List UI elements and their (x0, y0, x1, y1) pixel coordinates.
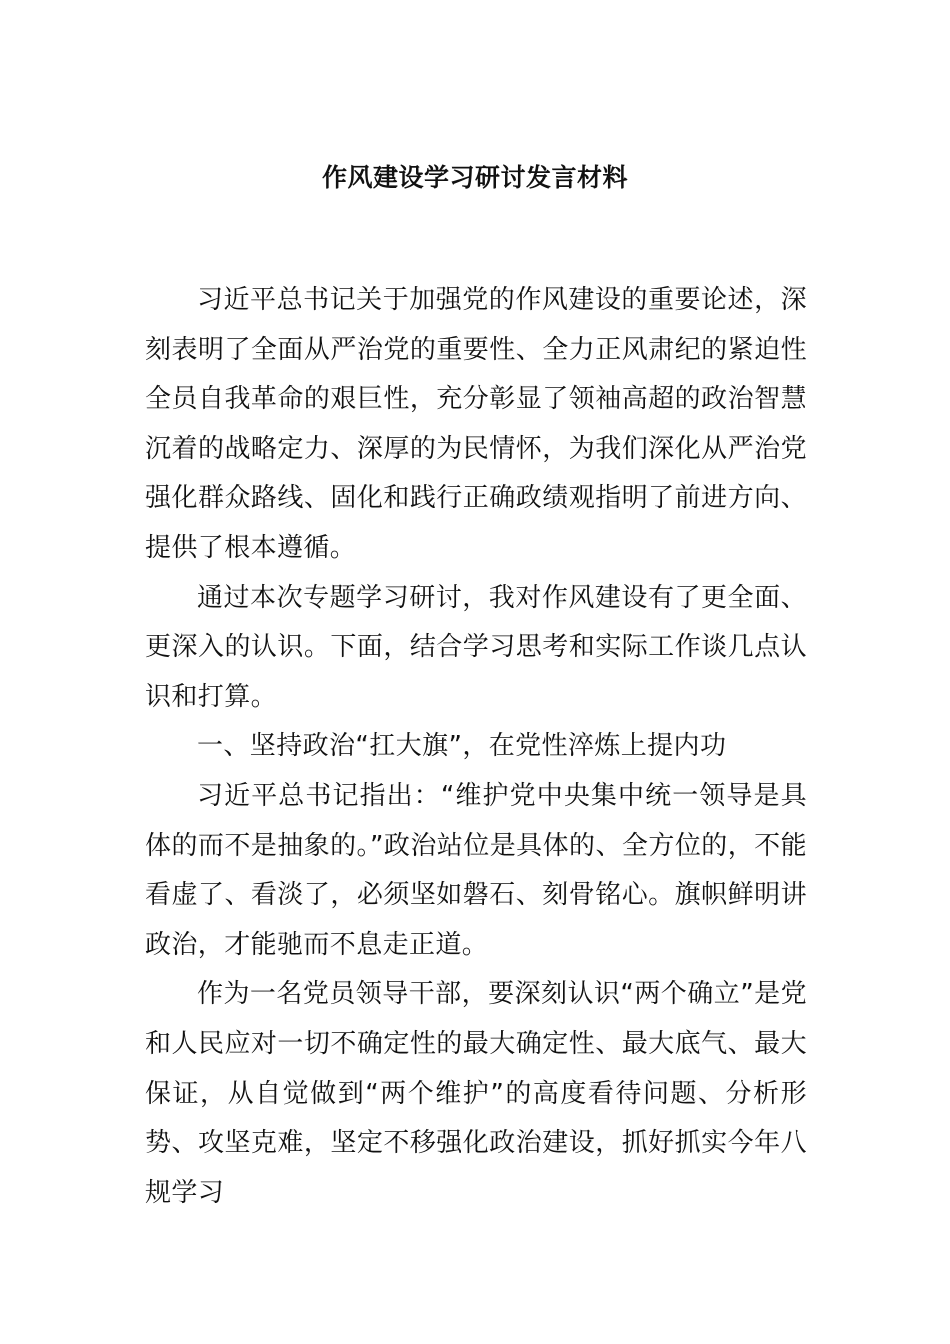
paragraph-study: 通过本次专题学习研讨，我对作风建设有了更全面、更深入的认识。下面，结合学习思考和实际工作谈几点认识和打算。 (145, 582, 807, 712)
paragraph-quote: 习近平总书记指出：“维护党中央集中统一领导是具体的而不是抽象的。”政治站位是具体的、全方位的，不能看虚了、看淡了，必须坚如磐石、刻骨铭心。旗帜鲜明讲政治，才能驰而不息走正道。 (145, 780, 807, 960)
document-title: 作风建设学习研讨发言材料 (321, 163, 628, 192)
section-heading-1: 一、坚持政治“扛大旗”，在党性淬炼上提内功 (197, 731, 727, 762)
paragraph-intro: 习近平总书记关于加强党的作风建设的重要论述，深刻表明了全面从严治党的重要性、全力正风肃纪的紧迫性全员自我革命的艰巨性，充分彰显了领袖高超的政治智慧沉着的战略定力、深厚的为民情怀，为我们深化从严治党强化群众路线、固化和践行正确政绩观指明了前进方向、提供了根本遵循。 (145, 285, 807, 563)
paragraph-cadre: 作为一名党员领导干部，要深刻认识“两个确立”是党和人民应对一切不确定性的最大确定性、最大底气、最大保证，从自觉做到“两个维护”的高度看待问题、分析形势、攻坚克难，坚定不移强化政治建设，抓好抓实今年八规学习 (145, 979, 807, 1208)
document-body (145, 276, 807, 1218)
